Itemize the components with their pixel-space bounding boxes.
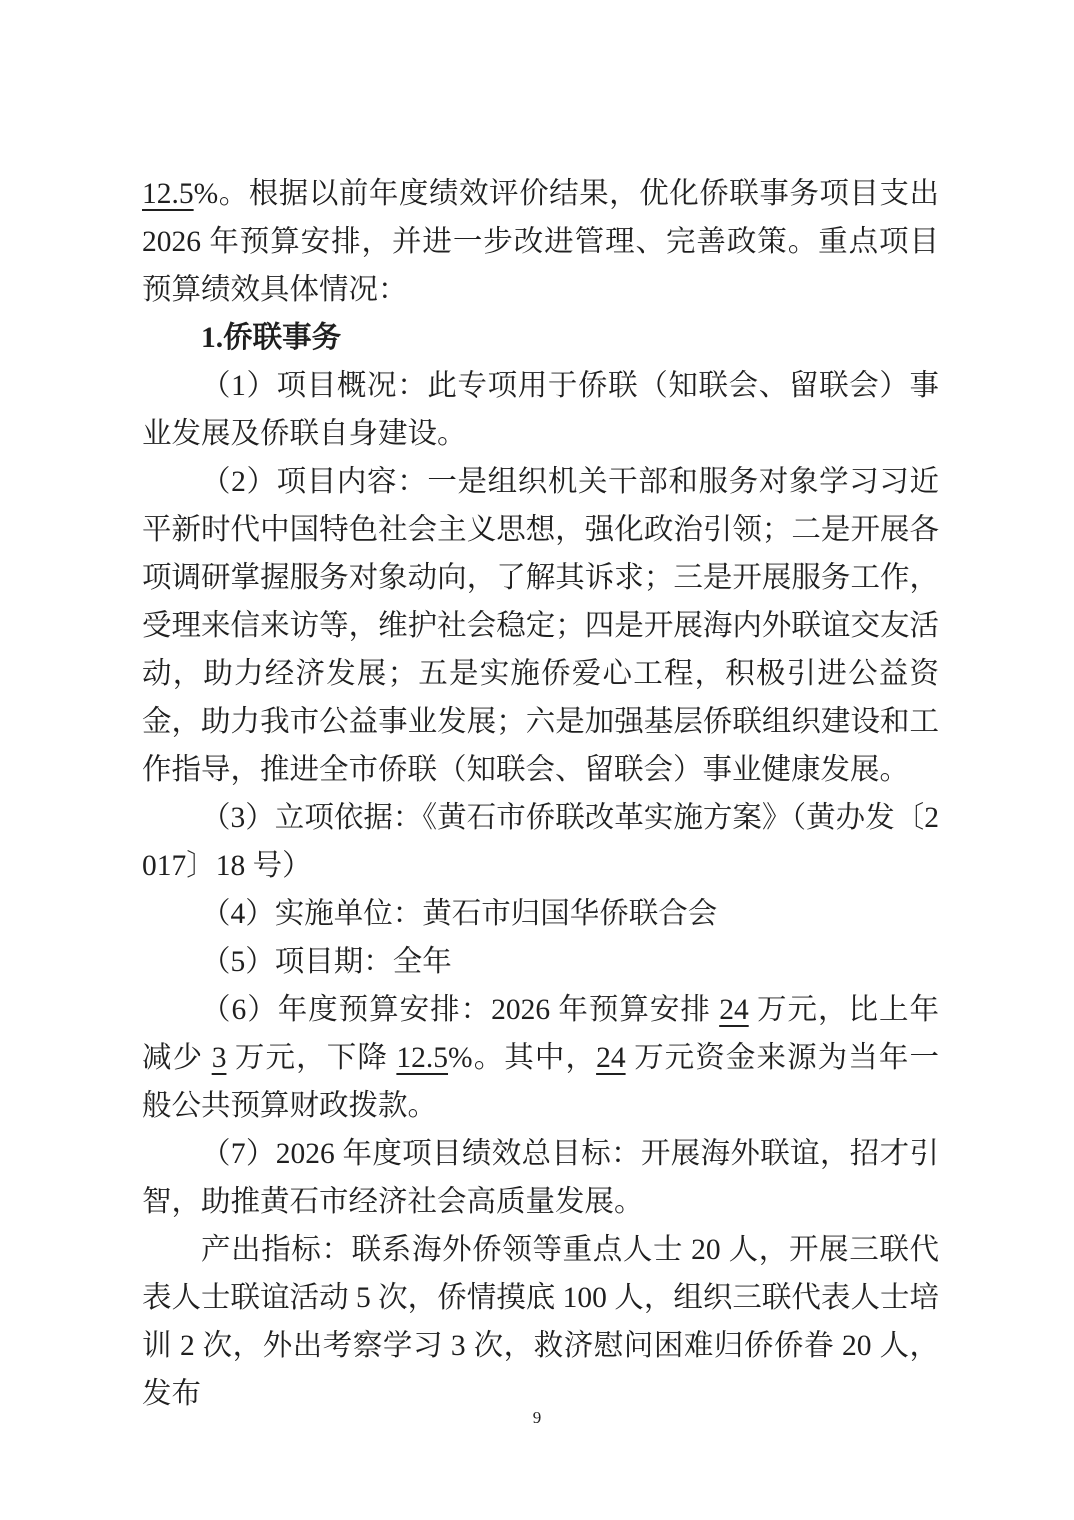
paragraph-continuation-budget-summary bbox=[142, 170, 939, 314]
text-segment: %。其中， bbox=[448, 1042, 597, 1074]
text-segment: （4）实施单位：黄石市归国华侨联合会 bbox=[201, 898, 718, 930]
underlined-value: 12.5 bbox=[396, 1042, 449, 1074]
paragraph-item-2-project-content bbox=[142, 458, 939, 794]
text-segment: （6）年度预算安排：2026 年预算安排 bbox=[201, 994, 720, 1026]
text-segment: （1）项目概况：此专项用于侨联（知联会、留联会）事业发展及侨联自身建设。 bbox=[142, 370, 939, 450]
text-segment: 万元，下降 bbox=[226, 1042, 397, 1074]
text-segment: 万元，比上年减少 bbox=[142, 994, 939, 1074]
text-segment: 产出指标：联系海外侨领等重点人士 20 人，开展三联代表人士联谊活动 5 次，侨情摸底 100 人，组织三联代表人士培训 2 次，外出考察学习 3 次，救济慰问困难归侨侨眷 20 人，发布 bbox=[142, 1234, 939, 1410]
text-segment: %。根据以前年度绩效评价结果，优化侨联事务项目支出 2026 年预算安排，并进一步改进管理、完善政策。重点项目预算绩效具体情况： bbox=[142, 178, 939, 306]
text-segment: （7）2026 年度项目绩效总目标：开展海外联谊，招才引智，助推黄石市经济社会高质量发展。 bbox=[142, 1138, 939, 1218]
underlined-value: 24 bbox=[719, 994, 749, 1026]
underlined-value: 3 bbox=[211, 1042, 227, 1074]
text-segment: （5）项目期：全年 bbox=[201, 946, 452, 978]
text-segment: （3）立项依据：《黄石市侨联改革实施方案》（黄办发〔2017〕18 号） bbox=[142, 802, 939, 882]
paragraph-output-indicators bbox=[142, 1226, 939, 1418]
paragraph-item-6-annual-budget bbox=[142, 986, 939, 1130]
paragraph-item-7-performance-goal bbox=[142, 1130, 939, 1226]
paragraph-item-5-project-period bbox=[142, 938, 939, 986]
section-heading-qiaolian-affairs bbox=[142, 314, 939, 362]
page-body bbox=[142, 170, 939, 1418]
text-segment: 1.侨联事务 bbox=[201, 322, 342, 354]
text-segment: 万元资金来源为当年一般公共预算财政拨款。 bbox=[142, 1042, 939, 1122]
underlined-value: 12.5 bbox=[142, 178, 194, 210]
underlined-value: 24 bbox=[596, 1042, 626, 1074]
page-number: 9 bbox=[532, 1408, 542, 1427]
paragraph-item-3-approval-basis bbox=[142, 794, 939, 890]
paragraph-item-1-project-overview bbox=[142, 362, 939, 458]
paragraph-item-4-implementing-unit bbox=[142, 890, 939, 938]
text-segment: （2）项目内容：一是组织机关干部和服务对象学习习近平新时代中国特色社会主义思想，强化政治引领；二是开展各项调研掌握服务对象动向，了解其诉求；三是开展服务工作，受理来信来访等，维护社会稳定；四是开展海内外联谊交友活动，助力经济发展；五是实施侨爱心工程，积极引进公益资金，助力我市公益事业发展；六是加强基层侨联组织建设和工作指导，推进全市侨联（知联会、留联会）事业健康发展。 bbox=[142, 466, 939, 786]
